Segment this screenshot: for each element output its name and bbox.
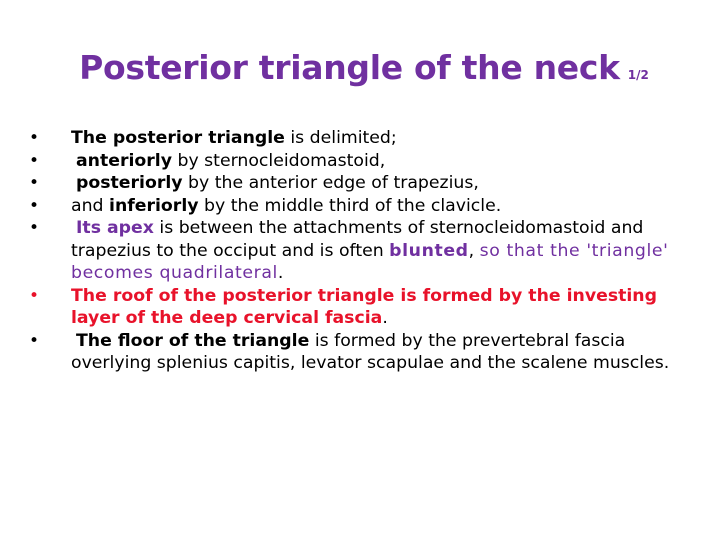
bullet-item <box>29 127 709 150</box>
bullet-dot-icon: • <box>29 128 40 148</box>
bullet-item <box>29 150 709 173</box>
bullet-dot-icon: • <box>29 150 40 171</box>
bullet-text: . <box>277 263 284 283</box>
apex-label: Its apex <box>76 218 154 238</box>
bullet-text: is delimited; <box>284 128 397 148</box>
bullet-text: , <box>468 240 480 261</box>
bullet-text: is formed by the prevertebral fascia overlying splenius capitis, levator scapulae and the scalene muscles. <box>71 330 670 373</box>
bullet-item <box>29 172 709 195</box>
bullet-text: is between the attachments of sternocleidomastoid and trapezius to the occiput and is often <box>71 218 644 261</box>
bullet-item <box>29 195 709 218</box>
bullet-bold-text: posteriorly <box>76 173 183 193</box>
bullet-item <box>29 330 709 375</box>
bullet-dot-icon: • <box>29 218 40 238</box>
roof-statement: The roof of the posterior triangle is formed by the investing layer of the deep cervical fascia <box>71 285 657 328</box>
bullet-text: by sternocleidomastoid, <box>171 150 386 171</box>
bullet-dot-icon: • <box>29 285 40 306</box>
bullet-text: and <box>71 195 110 216</box>
bullet-bold-text: The posterior triangle <box>71 128 285 148</box>
bullet-text: by the anterior edge of trapezius, <box>182 173 479 193</box>
slide-title <box>0 44 728 99</box>
bullet-bold-text: inferiorly <box>109 195 199 216</box>
bullet-dot-icon: • <box>29 195 40 216</box>
page-indicator: 1/2 <box>627 68 649 82</box>
bullet-list <box>29 127 709 375</box>
bullet-item <box>29 285 709 330</box>
bullet-bold-text: The floor of the triangle <box>76 330 310 351</box>
bullet-dot-icon: • <box>29 330 40 351</box>
bullet-text: . <box>382 308 388 328</box>
bullet-bold-text: anteriorly <box>76 150 172 171</box>
bullet-dot-icon: • <box>29 173 40 193</box>
bullet-text: by the middle third of the clavicle. <box>198 195 502 216</box>
bullet-item <box>29 217 709 285</box>
quadrilateral-note: so that the 'triangle' becomes quadrilateral <box>71 240 669 283</box>
blunted-label: blunted <box>389 240 469 261</box>
slide-title-text: Posterior triangle of the neck <box>79 48 620 87</box>
